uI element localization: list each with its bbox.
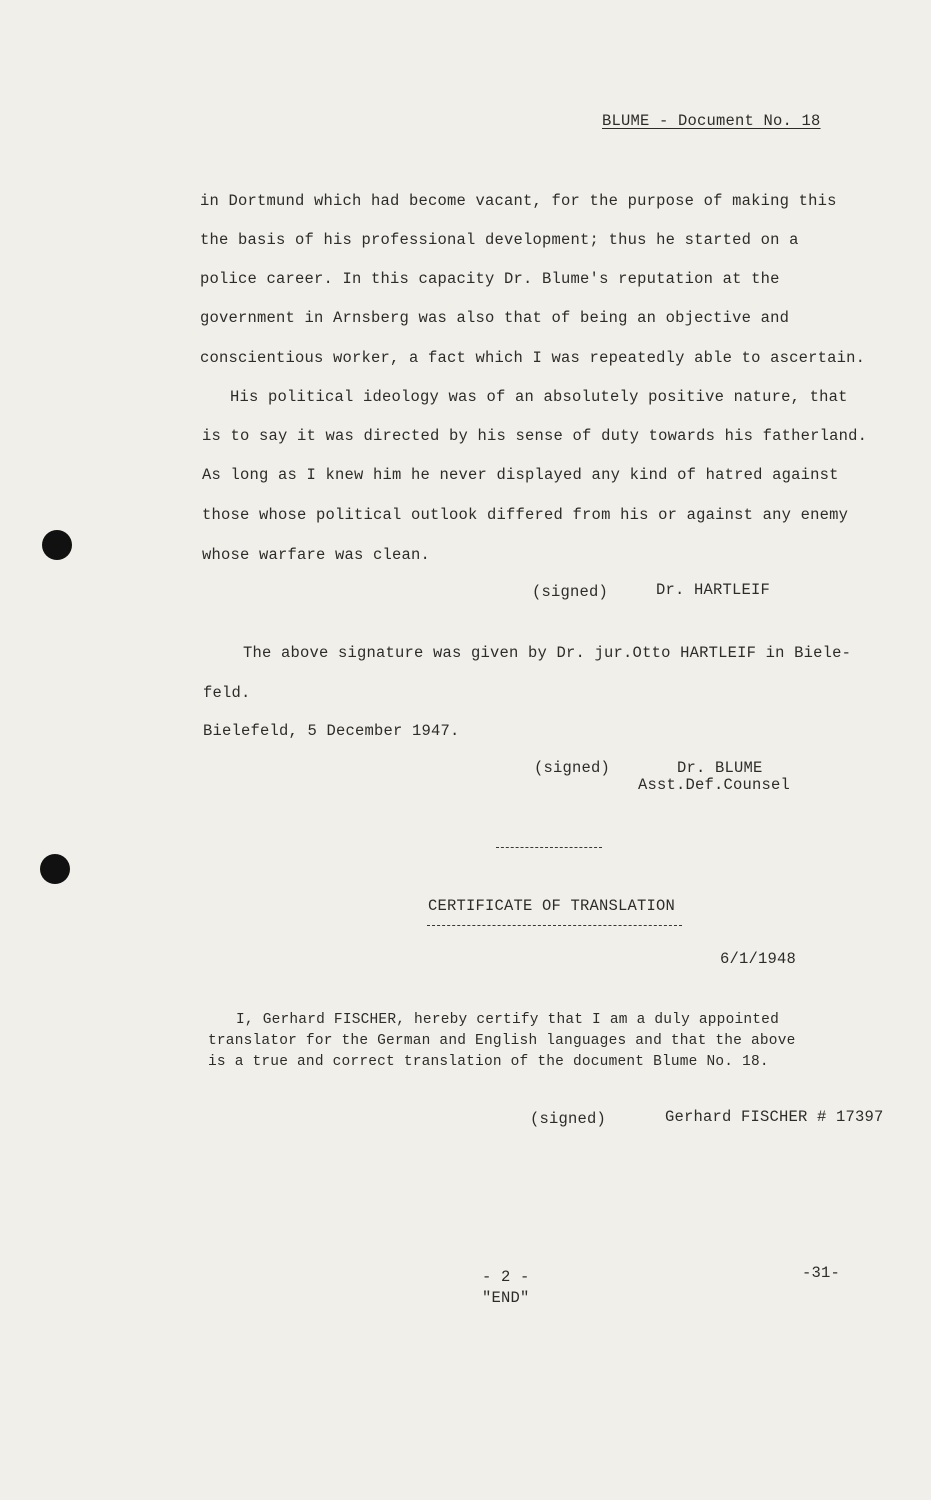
body-line-7: is to say it was directed by his sense of duty towards his fatherland. (202, 427, 868, 445)
signature-2-name: Dr. BLUME (677, 759, 763, 777)
certificate-line-1: I, Gerhard FISCHER, hereby certify that I am a duly appointed (236, 1012, 779, 1028)
certificate-line-3: is a true and correct translation of the document Blume No. 18. (208, 1054, 769, 1070)
certificate-signed-label: (signed) (530, 1110, 607, 1128)
certificate-title: CERTIFICATE OF TRANSLATION (428, 897, 676, 915)
body-line-4: government in Arnsberg was also that of being an objective and (200, 309, 790, 327)
body-line-6: His political ideology was of an absolutely positive nature, that (230, 388, 848, 406)
punch-hole-top (42, 530, 72, 560)
body-line-10: whose warfare was clean. (202, 546, 431, 564)
body-line-1: in Dortmund which had become vacant, for the purpose of making this (200, 192, 837, 210)
certificate-date: 6/1/1948 (720, 950, 797, 968)
body-line-8: As long as I knew him he never displayed any kind of hatred against (202, 466, 839, 484)
certificate-title-underline (427, 925, 682, 926)
certificate-line-2: translator for the German and English languages and that the above (208, 1033, 796, 1049)
page-number: - 2 - (482, 1268, 530, 1286)
section-separator (496, 847, 602, 848)
body-line-9: those whose political outlook differed from his or against any enemy (202, 506, 849, 524)
signature-2-title: Asst.Def.Counsel (638, 776, 791, 794)
attestation-line-2: feld. (203, 684, 251, 702)
signature-1-label: (signed) (532, 583, 609, 601)
signature-1-name: Dr. HARTLEIF (656, 581, 771, 599)
body-line-5: conscientious worker, a fact which I was repeatedly able to ascertain. (200, 349, 866, 367)
attestation-place-date: Bielefeld, 5 December 1947. (203, 722, 460, 740)
document-reference: BLUME - Document No. 18 (602, 112, 821, 130)
body-line-3: police career. In this capacity Dr. Blume's reputation at the (200, 270, 780, 288)
signature-2-label: (signed) (534, 759, 611, 777)
certificate-signed-name: Gerhard FISCHER # 17397 (665, 1108, 884, 1126)
folio-number: -31- (802, 1264, 841, 1282)
punch-hole-bottom (40, 854, 70, 884)
end-mark: "END" (482, 1289, 530, 1307)
body-line-2: the basis of his professional development; thus he started on a (200, 231, 799, 249)
attestation-line-1: The above signature was given by Dr. jur.Otto HARTLEIF in Biele- (243, 644, 852, 662)
